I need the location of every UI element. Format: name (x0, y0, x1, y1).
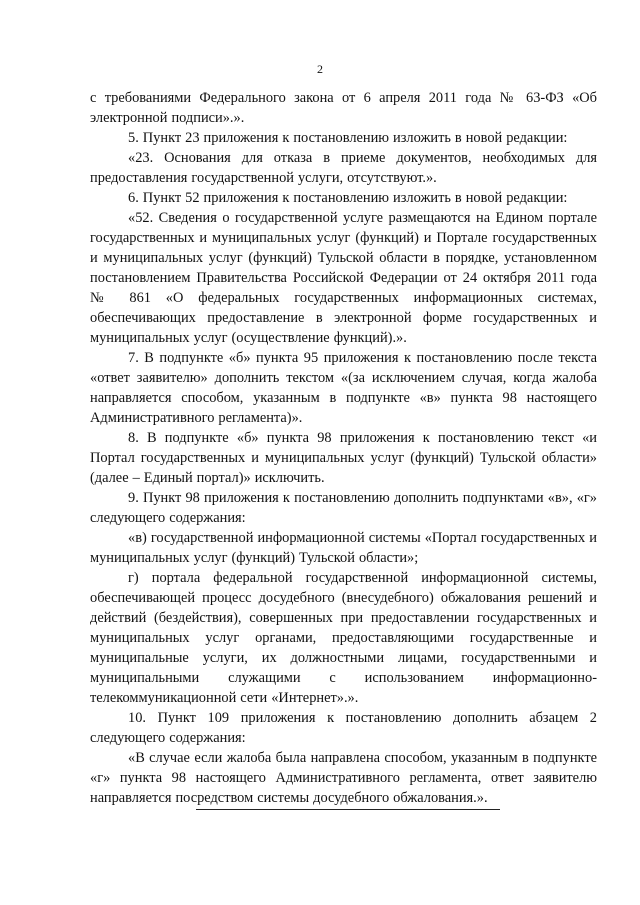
closing-rule-divider (196, 809, 500, 810)
paragraph-item-9: 9. Пункт 98 приложения к постановлению дополнить подпунктами «в», «г» следующего содержания: (90, 490, 597, 526)
page-number: 2 (317, 62, 323, 76)
paragraph-continuation: с требованиями Федерального закона от 6 апреля 2011 года № 63-ФЗ «Об электронной подписи».». (90, 90, 597, 126)
paragraph-item-10: 10. Пункт 109 приложения к постановлению дополнить абзацем 2 следующего содержания: (90, 710, 597, 746)
paragraph-quote-52: «52. Сведения о государственной услуге размещаются на Едином портале государственных и муниципальных услуг (функций) и Портале государственных и муниципальных услуг (функций) Тульской области в порядке, установленном постановлением Правительства Российской Федерации от 24 октября 2011 года № 861 «О федеральных государственных информационных системах, обеспечивающих предоставление в электронной форме государственных и муниципальных услуг (осуществление функций).». (90, 210, 597, 346)
paragraph-subitem-v: «в) государственной информационной системы «Портал государственных и муниципальных услуг (функций) Тульской области»; (90, 530, 597, 566)
document-body (90, 88, 597, 808)
paragraph-subitem-g: г) портала федеральной государственной информационной системы, обеспечивающей процесс досудебного (внесудебного) обжалования решений и действий (бездействия), совершенных при предоставлении государственных и муниципальных услуг органами, предоставляющими государственные и муниципальные услуги, их должностными лицами, государственными и муниципальными служащими с использованием информационно-телекоммуникационной сети «Интернет».». (90, 570, 597, 706)
paragraph-item-8: 8. В подпункте «б» пункта 98 приложения к постановлению текст «и Портал государственных и муниципальных услуг (функций) Тульской области» (далее – Единый портал)» исключить. (90, 430, 597, 486)
paragraph-item-5: 5. Пункт 23 приложения к постановлению изложить в новой редакции: (128, 130, 568, 146)
paragraph-quote-complaint: «В случае если жалоба была направлена способом, указанным в подпункте «г» пункта 98 настоящего Административного регламента, ответ заявителю направляется посредством системы досудебного обжалования.». (90, 750, 597, 806)
paragraph-item-6: 6. Пункт 52 приложения к постановлению изложить в новой редакции: (128, 190, 568, 206)
paragraph-quote-23: «23. Основания для отказа в приеме документов, необходимых для предоставления государственной услуги, отсутствуют.». (90, 150, 597, 186)
paragraph-item-7: 7. В подпункте «б» пункта 95 приложения к постановлению после текста «ответ заявителю» дополнить текстом «(за исключением случая, когда жалоба направляется способом, указанным в подпункте «в» пункта 98 настоящего Административного регламента)». (90, 350, 597, 426)
